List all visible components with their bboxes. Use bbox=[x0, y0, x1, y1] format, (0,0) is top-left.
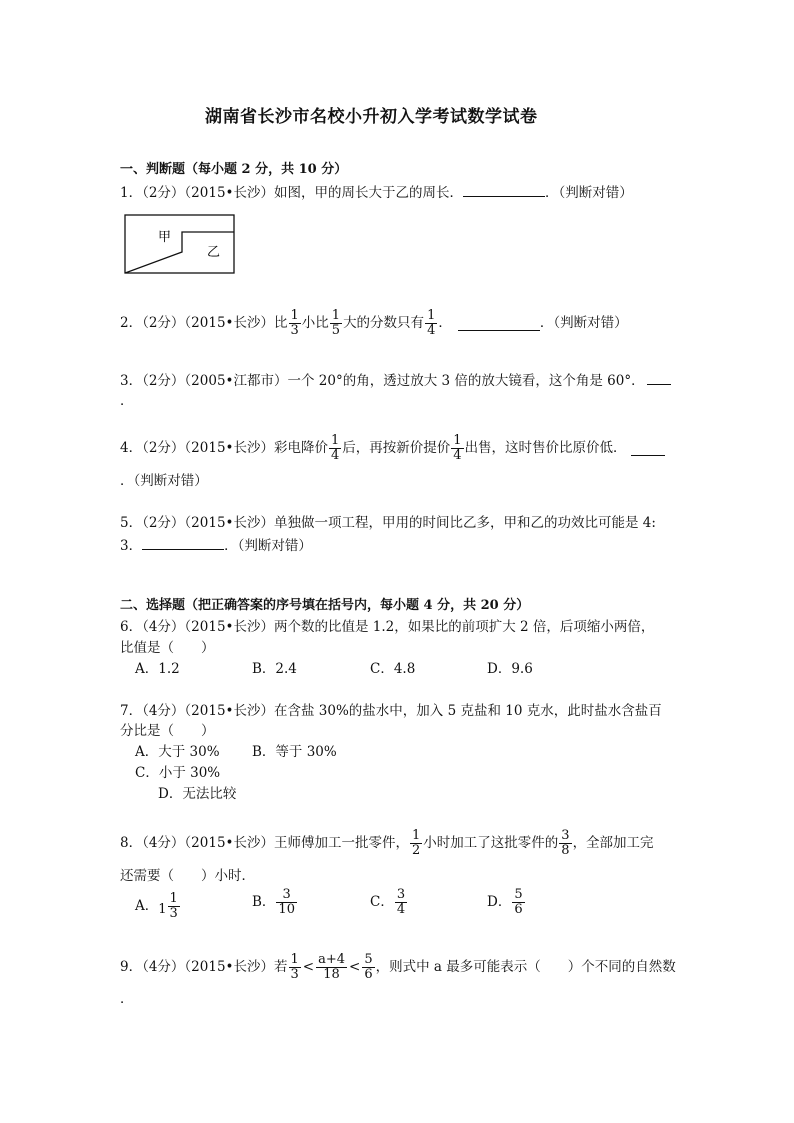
question-2-mid2: 大的分数只有 bbox=[343, 315, 425, 331]
fraction-numerator: 1 bbox=[412, 827, 421, 843]
fraction-1-3 bbox=[168, 892, 180, 921]
fraction-5-6 bbox=[512, 888, 524, 917]
answer-blank[interactable] bbox=[458, 316, 540, 331]
fraction-1-4 bbox=[425, 309, 437, 338]
question-4-mid1: 后，再按新价提价 bbox=[342, 440, 451, 456]
section-heading-judgement: 一、判断题（每小题 2 分，共 10 分） bbox=[120, 162, 348, 177]
question-7-line2: 分比是（ ） bbox=[120, 723, 215, 739]
question-3-line2: ． bbox=[120, 393, 134, 409]
fraction-denominator: 8 bbox=[561, 842, 570, 858]
fraction-1-3 bbox=[289, 953, 301, 982]
question-2-tail2: ．（判断对错） bbox=[539, 315, 628, 331]
question-2-tail: ． bbox=[438, 315, 452, 331]
fraction-denominator: 3 bbox=[290, 322, 299, 338]
fraction-1-4 bbox=[329, 434, 341, 463]
fraction-3-4 bbox=[395, 888, 407, 917]
fraction-3-8 bbox=[559, 829, 571, 858]
question-8-prefix: 8．（4分）（2015•长沙）王师傅加工一批零件， bbox=[120, 835, 409, 851]
question-8-option-b[interactable] bbox=[252, 887, 298, 917]
fraction-denominator: 3 bbox=[290, 966, 299, 982]
fraction-numerator: a+4 bbox=[318, 951, 346, 967]
fraction-denominator: 10 bbox=[278, 901, 295, 917]
fraction-numerator: 3 bbox=[561, 827, 570, 843]
question-9 bbox=[120, 952, 676, 982]
question-6-option-a[interactable]: A．1.2 bbox=[135, 661, 180, 677]
figure-rectangle bbox=[125, 215, 234, 273]
fraction-denominator: 4 bbox=[453, 447, 462, 463]
question-1-tail: ．（判断对错） bbox=[545, 185, 633, 201]
fraction-1-2 bbox=[410, 829, 422, 858]
answer-blank[interactable] bbox=[463, 182, 545, 197]
option-label: D． bbox=[487, 894, 512, 910]
page-title: 湖南省长沙市名校小升初入学考试数学试卷 bbox=[205, 107, 538, 127]
fraction-numerator: 1 bbox=[290, 307, 299, 323]
question-6-line1: 6．（4分）（2015•长沙）两个数的比值是 1.2，如果比的前项扩大 2 倍，后项缩小两倍， bbox=[120, 619, 655, 635]
question-4-line2: ．（判断对错） bbox=[120, 473, 208, 489]
fraction-denominator: 18 bbox=[323, 966, 340, 982]
question-8-option-a[interactable] bbox=[135, 887, 181, 925]
fraction-denominator: 4 bbox=[331, 447, 340, 463]
less-than-sign: < bbox=[302, 959, 315, 975]
fraction-numerator: 1 bbox=[169, 890, 178, 906]
question-3-line1: 3．（2分）（2005•江都市）一个 20°的角，透过放大 3 倍的放大镜看，这个角是 60°． bbox=[120, 373, 645, 389]
question-5-line2 bbox=[120, 535, 312, 555]
figure-label-yi: 乙 bbox=[207, 245, 221, 260]
question-4 bbox=[120, 433, 665, 463]
question-8-option-c[interactable] bbox=[370, 887, 408, 917]
fraction-1-4 bbox=[451, 434, 463, 463]
fraction-denominator: 4 bbox=[396, 901, 406, 917]
fraction-denominator: 2 bbox=[412, 842, 421, 858]
question-7-option-a[interactable]: A．大于 30% bbox=[135, 744, 220, 760]
question-7-option-c[interactable]: C．小于 30% bbox=[135, 765, 221, 781]
fraction-denominator: 5 bbox=[331, 322, 341, 338]
fraction-denominator: 3 bbox=[169, 905, 178, 921]
fraction-numerator: 3 bbox=[276, 888, 297, 903]
fraction-3-10 bbox=[276, 888, 297, 917]
fraction-denominator: 6 bbox=[514, 901, 523, 917]
fraction-5-6 bbox=[362, 953, 374, 982]
answer-blank[interactable] bbox=[647, 370, 671, 385]
question-2 bbox=[120, 308, 628, 338]
mixed-number-integer: 1 bbox=[158, 902, 167, 917]
fraction-numerator: 3 bbox=[396, 886, 406, 902]
option-label: B． bbox=[252, 894, 276, 910]
question-8-mid1: 小时加工了这批零件的 bbox=[423, 835, 559, 851]
question-7-option-b[interactable]: B．等于 30% bbox=[252, 744, 337, 760]
question-8-line2: 还需要（ ）小时． bbox=[120, 868, 255, 884]
question-2-mid1: 小比 bbox=[301, 315, 329, 331]
question-1 bbox=[120, 182, 633, 202]
question-8-mid2: ，全部加工完 bbox=[572, 835, 654, 851]
fraction-denominator: 4 bbox=[427, 322, 436, 338]
question-5-line2-prefix: 3． bbox=[120, 538, 143, 554]
question-7-option-d[interactable]: D．无法比较 bbox=[158, 786, 237, 802]
fraction-1-5 bbox=[330, 309, 342, 338]
fraction-numerator: 1 bbox=[331, 307, 341, 323]
question-7-line1: 7．（4分）（2015•长沙）在含盐 30%的盐水中，加入 5 克盐和 10 克水，此时盐水含盐百 bbox=[120, 703, 662, 719]
option-label: A． bbox=[135, 898, 159, 914]
answer-blank[interactable] bbox=[631, 441, 665, 456]
question-9-mid: ，则式中 a 最多可能表示（ ）个不同的自然数 bbox=[375, 959, 676, 975]
option-label: C． bbox=[370, 894, 394, 910]
question-4-prefix: 4．（2分）（2015•长沙）彩电降价 bbox=[120, 440, 328, 456]
fraction-numerator: 1 bbox=[331, 432, 340, 448]
answer-blank[interactable] bbox=[142, 535, 224, 550]
question-2-prefix: 2．（2分）（2015•长沙）比 bbox=[120, 315, 288, 331]
question-4-mid2: 出售，这时售价比原价低． bbox=[464, 440, 627, 456]
question-5-line2-tail: ．（判断对错） bbox=[224, 538, 312, 554]
fraction-denominator: 6 bbox=[364, 966, 373, 982]
question-6-option-d[interactable]: D．9.6 bbox=[487, 661, 533, 677]
fraction-numerator: 1 bbox=[290, 951, 299, 967]
question-1-figure bbox=[124, 214, 236, 276]
question-9-prefix: 9．（4分）（2015•长沙）若 bbox=[120, 959, 288, 975]
question-5-line1: 5．（2分）（2015•长沙）单独做一项工程，甲用的时间比乙多，甲和乙的功效比可能是 4: bbox=[120, 515, 656, 531]
question-9-line2: ． bbox=[120, 991, 134, 1007]
question-6-option-b[interactable]: B．2.4 bbox=[252, 661, 297, 677]
question-8 bbox=[120, 828, 654, 858]
figure-label-jia: 甲 bbox=[158, 230, 172, 245]
question-3 bbox=[120, 370, 671, 390]
fraction-numerator: 1 bbox=[427, 307, 436, 323]
fraction-1-3 bbox=[289, 309, 301, 338]
question-8-option-d[interactable] bbox=[487, 887, 526, 917]
question-6-option-c[interactable]: C．4.8 bbox=[370, 661, 416, 677]
fraction-numerator: 5 bbox=[514, 886, 523, 902]
fraction-numerator: 5 bbox=[364, 951, 373, 967]
fraction-a-plus-4-over-18 bbox=[316, 953, 347, 982]
fraction-numerator: 1 bbox=[453, 432, 462, 448]
question-6-line2: 比值是（ ） bbox=[120, 640, 215, 656]
question-1-text: 1．（2分）（2015•长沙）如图，甲的周长大于乙的周长． bbox=[120, 185, 463, 201]
section-heading-choice: 二、选择题（把正确答案的序号填在括号内，每小题 4 分，共 20 分） bbox=[120, 598, 530, 613]
less-than-sign: < bbox=[349, 959, 361, 975]
